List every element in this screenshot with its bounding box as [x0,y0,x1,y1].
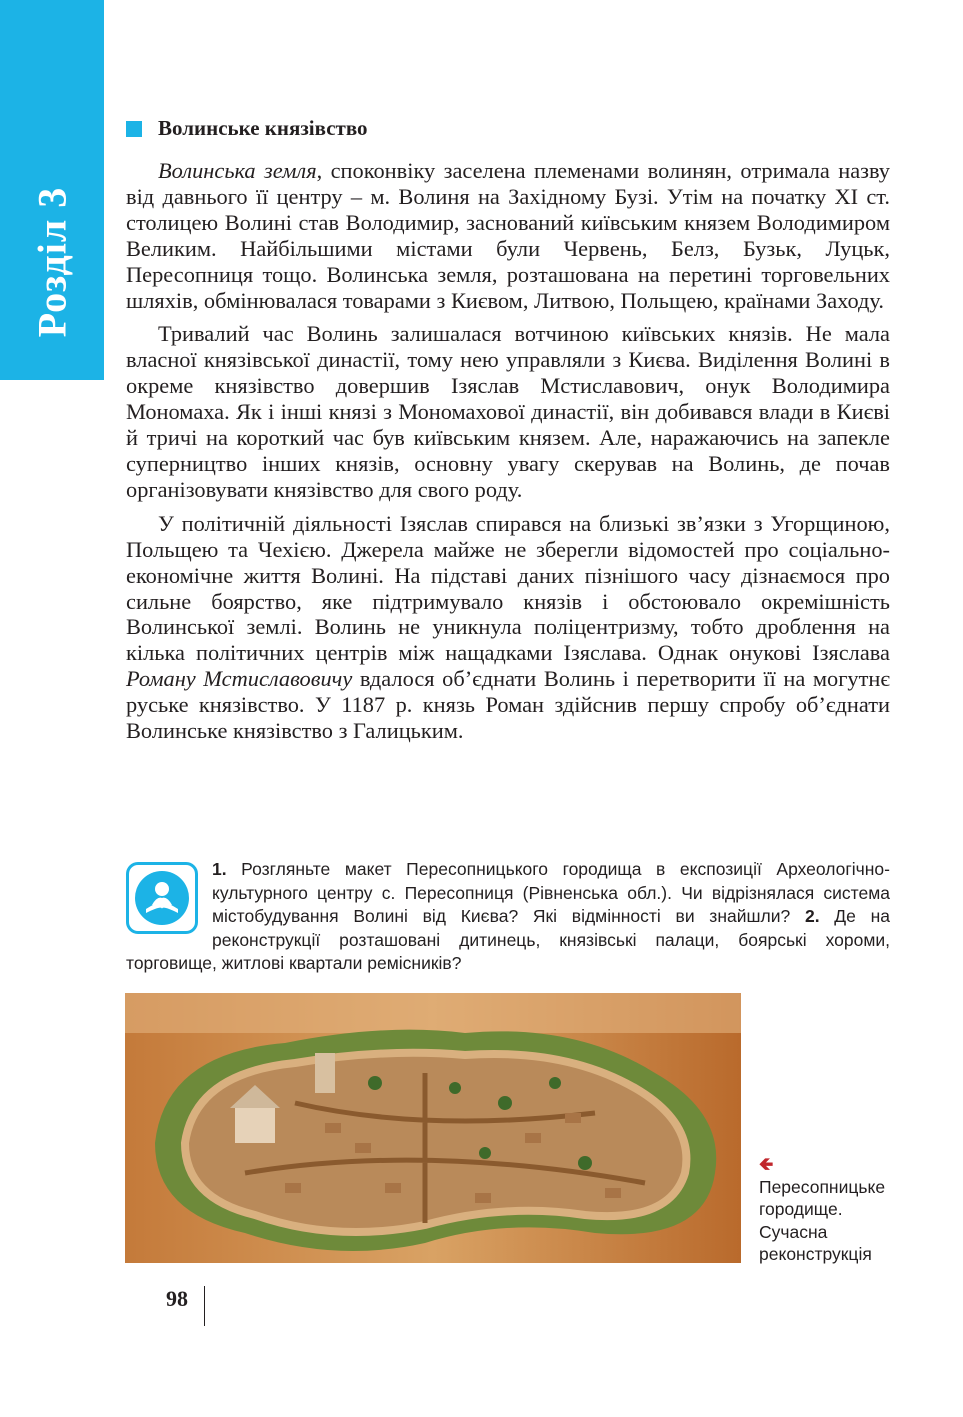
term-roman-mstyslavovych: Роману Мстиславовичу [126,666,353,692]
paragraph-3-text-b: вдалося об’єднати Волинь і перетворити її на могутнє руське князівство. У 1187 р. князь Роман здійснив першу спробу об’єднати Волинське князівство з Галицьким. [126,666,890,744]
section-title: Волинське князівство [158,116,368,140]
section-heading [126,116,368,141]
chapter-side-tab [0,0,104,380]
task-text-1: Розгляньте макет Пересопницького городища в експозиції Археологічно-культурного центру с. Пересопниця (Рівненська обл.). Чи відрізнялася система містобудування Волині від Києва? Які відмінності ви знайшли? [212,859,890,926]
bullet-square-icon [126,121,142,137]
caption-text: Пересопницьке городище. Сучасна реконструкція [759,1176,886,1264]
figure-caption [759,1153,899,1266]
paragraph-1-text: , споконвіку заселена племенами волинян, отримала назву від давнього її центру – м. Волиня на Західному Бузі. Утім на початку XI ст. столицею Волині став Володимир, заснований київським князем Володимиром Великим. Найбільшими містами були Червень, Белз, Бузьк, Луцьк, Пересопниця тощо. Волинська земля, розташована на перетині торговельних шляхів, обмінювалася товарами з Києвом, Литвою, Польщею, країнами Заходу. [126,158,890,313]
term-volyn-land: Волинська земля [158,158,317,183]
body-text [126,158,890,752]
chapter-label: Розділ 3 [29,186,75,338]
reader-book-icon-graphic [133,869,191,927]
task-text-2: Де на реконструкції розташовані дитинець, князівські палаци, боярські хороми, торговище, житлові квартали ремісників? [126,906,890,973]
paragraph-1 [126,158,890,313]
task-number-2: 2. [804,906,820,926]
arrow-left-icon: 🡸 [759,1154,774,1174]
task-number-1: 1. [212,859,227,879]
peresopnytsia-model-photo [125,993,741,1263]
task-block [126,858,890,976]
page-number-divider [204,1286,205,1326]
reader-book-icon [126,862,198,934]
paragraph-3-text-a: У політичній діяльності Ізяслав спирався на близькі зв’язки з Угорщиною, Польщею та Чехією. Джерела майже не зберегли відомостей про соціально-економічне життя Волині. На підставі даних пізнішого часу дізнаємося про сильне боярство, яке підтримувало князів і обстоювало окремішність Волинської землі. Волинь не уникнула поліцентризму, тобто дроблення на кілька політичних центрів між нащадками Ізяслава. Однак онукові Ізяслава [126,510,890,666]
paragraph-2: Тривалий час Волинь залишалася вотчиною київських князів. Не мала власної князівської династії, тому нею управляли з Києва. Виділення Волині в окреме князівство довершив Ізяслав Мстиславович, онук Володимира Мономаха. Як і інші князі з Мономахової династії, він добивався влади в Києві й тричі на короткий час був київським князем. Але, наражаючись на запекле суперництво інших князів, основну увагу скерував на Волинь, де почав організовувати князівство для свого роду. [126,321,890,502]
paragraph-3 [126,511,890,744]
page-number: 98 [166,1286,188,1311]
